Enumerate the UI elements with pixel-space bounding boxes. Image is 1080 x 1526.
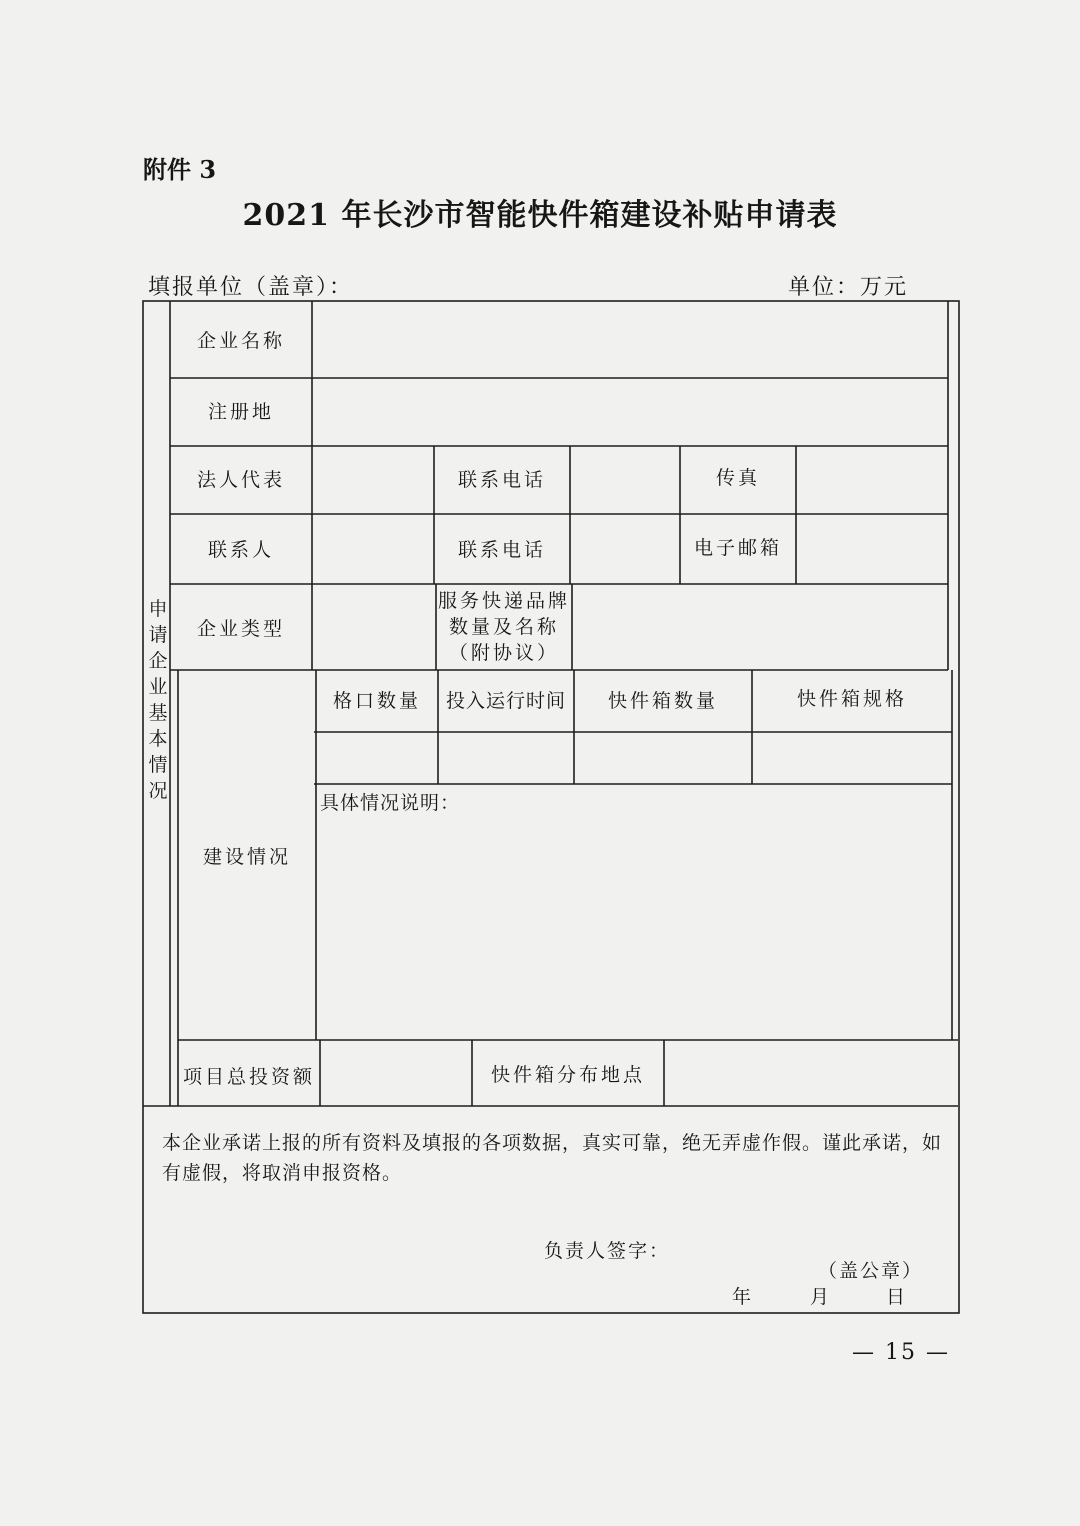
filler-unit-label: 填报单位（盖章）：	[148, 275, 354, 300]
label-legal-rep: 法人代表	[196, 469, 285, 491]
label-email: 电子邮箱	[693, 537, 782, 559]
label-year: 年	[732, 1286, 755, 1308]
label-grid-count: 格口数量	[332, 690, 421, 712]
label-construction: 建设情况	[202, 846, 291, 868]
label-contact-person: 联系人	[207, 539, 274, 561]
label-enterprise-type: 企业类型	[196, 618, 285, 640]
label-fax: 传真	[715, 467, 760, 489]
label-brands-line3: （附协议）	[448, 642, 559, 664]
form-title: 2021 年长沙市智能快件箱建设补贴申请表	[242, 198, 838, 233]
label-contact-phone-2: 联系电话	[457, 539, 546, 561]
label-company-name: 企业名称	[196, 330, 285, 352]
section-label-applicant-info: 申请企业基本情况	[148, 598, 168, 802]
application-form-table	[142, 300, 960, 1314]
pledge-statement: 本企业承诺上报的所有资料及填报的各项数据，真实可靠，绝无弄虚作假。谨此承诺，如有虚假，将取消申报资格。	[162, 1132, 943, 1184]
attachment-label: 附件 3	[143, 155, 217, 184]
label-contact-phone-1: 联系电话	[457, 469, 546, 491]
label-signature: 负责人签字：	[544, 1240, 671, 1262]
label-operation-time: 投入运行时间	[445, 690, 566, 712]
label-brands-line2: 数量及名称	[448, 616, 559, 638]
label-registered-address: 注册地	[207, 401, 274, 423]
label-details: 具体情况说明：	[320, 792, 461, 814]
currency-unit-label: 单位：万元	[788, 275, 909, 300]
label-total-investment: 项目总投资额	[182, 1066, 315, 1088]
label-locker-locations: 快件箱分布地点	[490, 1064, 645, 1086]
label-locker-count: 快件箱数量	[607, 690, 718, 712]
label-month: 月	[810, 1286, 833, 1308]
label-brands-line1: 服务快递品牌	[437, 590, 570, 612]
label-seal: （盖公章）	[818, 1260, 924, 1282]
page-number: — 15 —	[852, 1340, 950, 1365]
label-day: 日	[886, 1286, 909, 1308]
label-locker-spec: 快件箱规格	[796, 688, 907, 710]
